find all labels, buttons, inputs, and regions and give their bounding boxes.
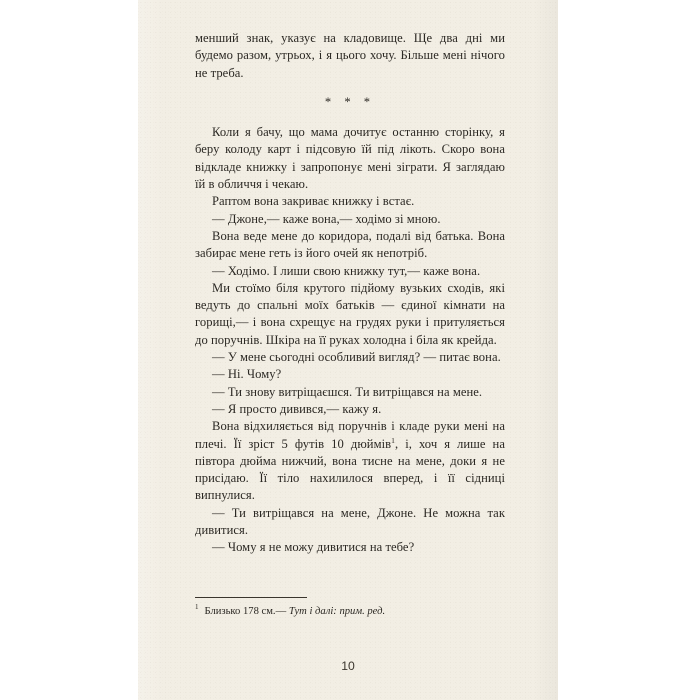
paragraph-dialogue-special-look: — У мене сьогодні особливий вигляд? — питає вона. [212, 350, 501, 365]
paragraph-dialogue-john: — Джоне,— каже вона,— ходімо зі мною. [212, 211, 441, 226]
paragraph-dialogue-why-cant: — Чому я не можу дивитися на тебе? [212, 540, 415, 555]
paragraph-dialogue-leave-book: — Ходімо. І лиши свою книжку тут,— каже вона. [212, 263, 481, 278]
footnote-italic-text: Тут і далі: прим. ред. [288, 606, 386, 617]
footnote-separator-rule [195, 597, 307, 598]
paragraph-height-part-a: Вона відхиляється від поручнів і кладе руки мені на плечі. Її зріст 5 футів 10 дюймів [195, 419, 505, 451]
page-number: 10 [341, 659, 355, 673]
paragraph-height-footnote [195, 418, 505, 504]
paragraph-corridor: Вона веде мене до коридора, подалі від батька. Вона забирає мене геть із його очей як непотріб. [195, 228, 505, 261]
paragraph-stairs: Ми стоїмо біля крутого підйому вузьких сходів, які ведуть до спальні моїх батьків — єдиної кімнати на горищі,— і вона схрещує на грудях руки і притуляється до поручнів. Шкіра на її руках холодна і біла як крейда. [195, 280, 505, 347]
footnote-entry [195, 605, 505, 619]
footnote-block [195, 597, 505, 619]
paragraph-closes-book: Раптом вона закриває книжку і встає. [212, 194, 415, 209]
book-page-sheet [138, 0, 558, 700]
paragraph-cards: Коли я бачу, що мама дочитує останню сторінку, я беру колоду карт і підсовую їй під лікоть. Скоро вона відкладе книжку і запропонує мені зіграти. Я заглядаю їй в обличчя і чекаю. [195, 125, 505, 192]
paragraph-dialogue-just-looking: — Я просто дивився,— кажу я. [212, 401, 382, 416]
footnote-reference-marker[interactable]: 1 [391, 435, 395, 445]
paragraph-dialogue-cant-look: — Ти витріщався на мене, Джоне. Не можна так дивитися. [195, 505, 505, 538]
paragraph-dialogue-staring-again: — Ти знову витріщаєшся. Ти витріщався на мене. [212, 384, 483, 399]
paragraph-dialogue-no-why: — Ні. Чому? [212, 367, 282, 382]
page-text-column [195, 30, 505, 557]
section-divider-asterisks: * * * [324, 94, 376, 109]
paragraph-height-part-b: , і, хоч я лише на півтора дюйма нижчий, вона тисне на мене, доки я не присідаю. Її тіло нахилилося вперед, і її сідниці випнулися. [195, 436, 505, 503]
footnote-marker: 1 [195, 603, 199, 612]
paragraph-opening: менший знак, указує на кладовище. Ще два дні ми будемо разом, утрьох, і я цього хочу. Більше мені нічого не треба. [195, 31, 505, 80]
footnote-plain-text: Близько 178 см.— [204, 606, 289, 617]
